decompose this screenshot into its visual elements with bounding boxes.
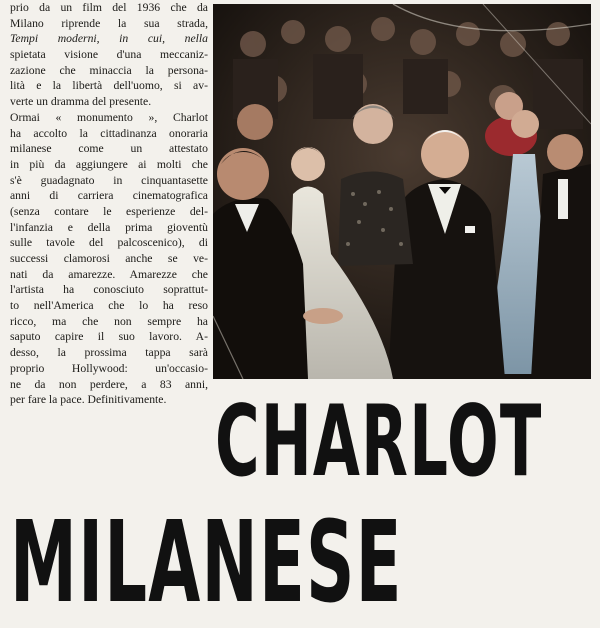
article-line: lità e la libertà dell'uomo, si av- (10, 79, 208, 93)
article-line: Milano riprende la sua strada, (10, 16, 208, 30)
article-line: spietata visione d'una meccaniz- (10, 48, 208, 62)
article-line: l'infanzia e della prima gioventù (10, 220, 208, 234)
article-line: ricco, ma che non sempre ha (10, 314, 208, 328)
article-line: in più da aggiungere ai molti che (10, 157, 208, 171)
article-line: milanese come un attestato (10, 142, 208, 156)
film-title: Tempi moderni, in cui, nella (10, 32, 208, 46)
reception-photo (213, 4, 591, 379)
article-line: nati da amarezze. Amarezze che (10, 267, 208, 281)
article-line-film-title (10, 31, 208, 47)
article-line: Ormai « monumento », Charlot (10, 110, 208, 124)
article-line: (senza contare le esperienze del- (10, 204, 208, 218)
article-line: successi clamorosi anche se ve- (10, 252, 208, 265)
article-line: verte un dramma del presente. (10, 95, 152, 109)
article-line: desso, la prossima tappa sarà (10, 346, 208, 360)
article-line: s'è guadagnato in cinquantasette (10, 173, 208, 187)
article-line: per fare la pace. Definitivamente. (10, 393, 167, 407)
article-line: zazione che minaccia la persona- (10, 63, 208, 77)
article-line: anni di carriera cinematografica (10, 189, 208, 203)
headline-line-1: CHARLOT (215, 385, 543, 499)
article-line: proprio Hollywood: un'occasio- (10, 361, 208, 375)
article-line: ha accolto la cittadinanza onoraria (10, 126, 208, 140)
article-line: ne da non perdere, a 83 anni, (10, 377, 208, 391)
headline-line-2: MILANESE (10, 498, 403, 628)
reception-photo-illustration (213, 4, 591, 379)
article-line: saputo capire il suo lavoro. A- (10, 330, 208, 344)
article-line: prio da un film del 1936 che da (10, 1, 208, 14)
article-line: l'artista ha conosciuto soprattut- (10, 283, 208, 297)
article-line: to nell'America che lo ha reso (10, 299, 208, 313)
article-line: sulle tavole del palcoscenico), di (10, 236, 208, 250)
article-body (10, 0, 208, 408)
